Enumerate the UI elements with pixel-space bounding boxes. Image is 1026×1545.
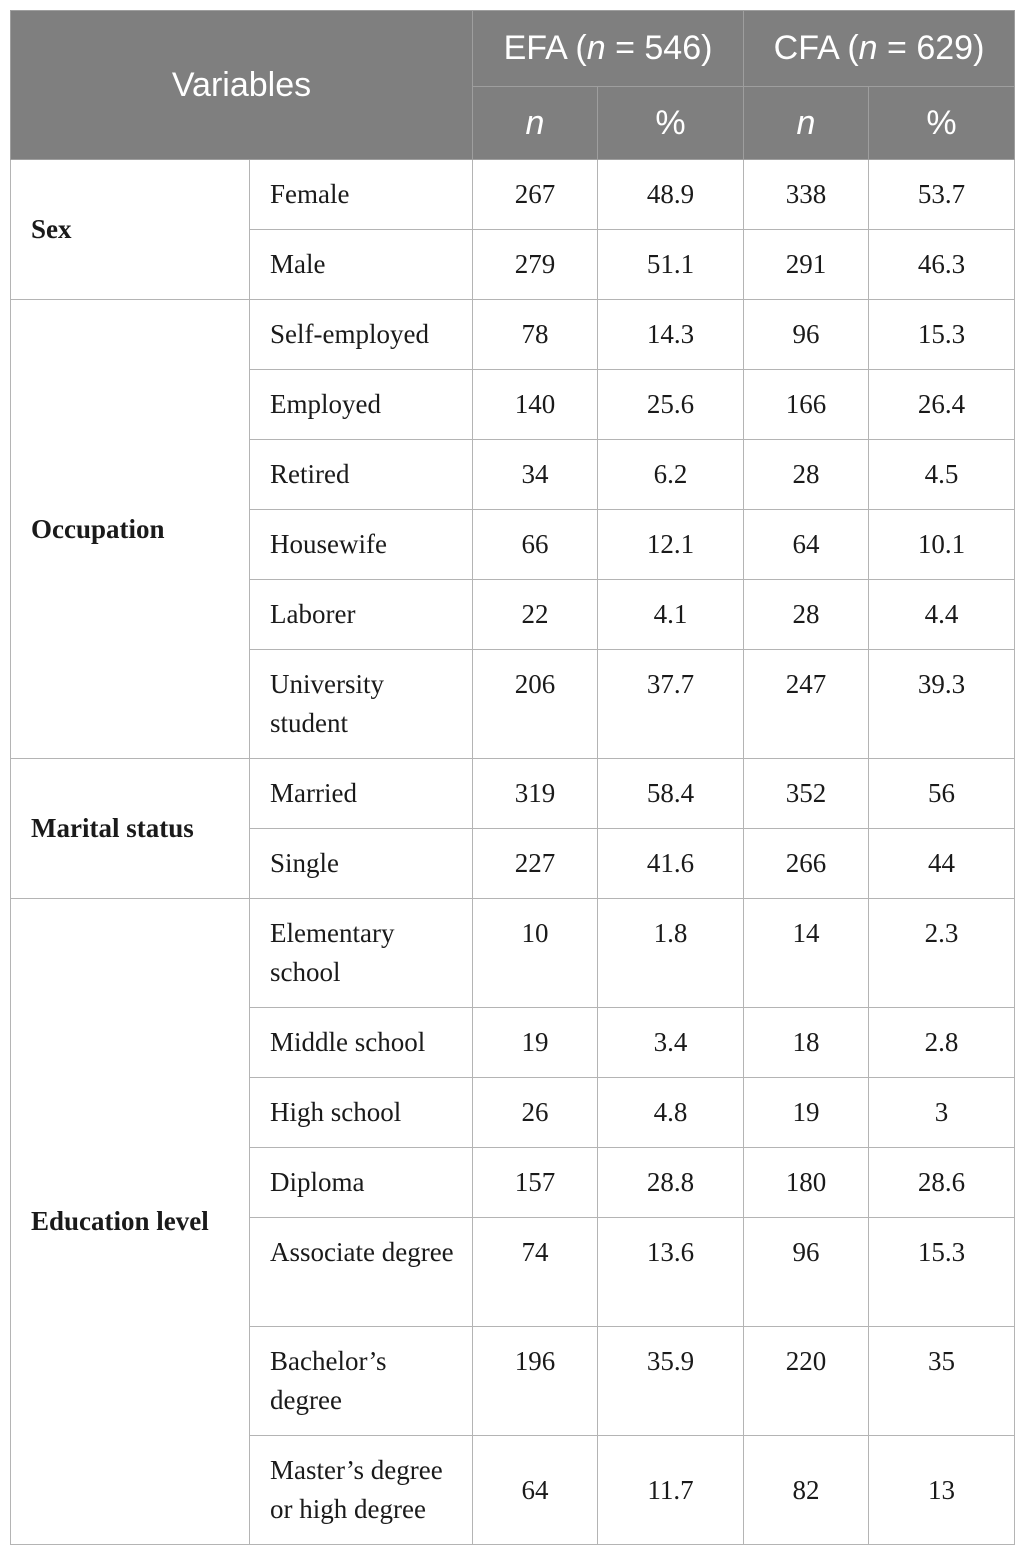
table-header (11, 11, 1015, 160)
efa-n-cell: 227 (473, 829, 598, 899)
cfa-n-cell: 352 (744, 759, 869, 829)
category-cell: University student (250, 650, 473, 759)
efa-pct-header: % (598, 87, 744, 160)
efa-pct-cell: 35.9 (598, 1327, 744, 1436)
efa-n-cell: 319 (473, 759, 598, 829)
category-cell: Self-employed (250, 300, 473, 370)
efa-pct-cell: 3.4 (598, 1008, 744, 1078)
efa-n-cell: 206 (473, 650, 598, 759)
efa-n-cell: 66 (473, 510, 598, 580)
cfa-pct-cell: 4.4 (869, 580, 1015, 650)
efa-pct-cell: 48.9 (598, 160, 744, 230)
cfa-pct-cell: 44 (869, 829, 1015, 899)
variables-header: Variables (11, 11, 473, 160)
efa-n-label: n (525, 103, 545, 142)
category-cell: Housewife (250, 510, 473, 580)
efa-n-cell: 78 (473, 300, 598, 370)
efa-pct-cell: 14.3 (598, 300, 744, 370)
cfa-pct-cell: 46.3 (869, 230, 1015, 300)
category-cell: Associate degree (250, 1218, 473, 1327)
category-cell: Male (250, 230, 473, 300)
efa-pct-cell: 13.6 (598, 1218, 744, 1327)
table-row (11, 160, 1015, 230)
category-cell: Middle school (250, 1008, 473, 1078)
efa-n-cell: 22 (473, 580, 598, 650)
efa-n-cell: 10 (473, 899, 598, 1008)
table-row (11, 899, 1015, 1008)
category-cell: Laborer (250, 580, 473, 650)
efa-pct-cell: 6.2 (598, 440, 744, 510)
table-row (11, 300, 1015, 370)
demographics-table (10, 10, 1015, 1545)
category-cell: High school (250, 1078, 473, 1148)
efa-n-cell: 34 (473, 440, 598, 510)
cfa-pct-cell: 28.6 (869, 1148, 1015, 1218)
efa-pct-cell: 41.6 (598, 829, 744, 899)
efa-pct-cell: 37.7 (598, 650, 744, 759)
cfa-header-prefix: CFA ( (773, 29, 859, 67)
category-cell: Retired (250, 440, 473, 510)
efa-n-cell: 74 (473, 1218, 598, 1327)
category-cell: Elementary school (250, 899, 473, 1008)
cfa-n-cell: 180 (744, 1148, 869, 1218)
efa-pct-cell: 1.8 (598, 899, 744, 1008)
cfa-n-cell: 14 (744, 899, 869, 1008)
efa-n-cell: 140 (473, 370, 598, 440)
cfa-n-cell: 64 (744, 510, 869, 580)
efa-pct-cell: 28.8 (598, 1148, 744, 1218)
category-cell: Single (250, 829, 473, 899)
category-cell: Employed (250, 370, 473, 440)
group-label: Marital status (11, 759, 250, 899)
cfa-n-cell: 291 (744, 230, 869, 300)
group-label: Sex (11, 160, 250, 300)
efa-n-cell: 279 (473, 230, 598, 300)
efa-n-cell: 64 (473, 1436, 598, 1545)
table-body (11, 160, 1015, 1545)
efa-pct-cell: 4.8 (598, 1078, 744, 1148)
cfa-pct-cell: 15.3 (869, 1218, 1015, 1327)
category-cell: Female (250, 160, 473, 230)
cfa-n-cell: 19 (744, 1078, 869, 1148)
efa-pct-cell: 25.6 (598, 370, 744, 440)
efa-n-cell: 267 (473, 160, 598, 230)
cfa-pct-cell: 4.5 (869, 440, 1015, 510)
cfa-header (744, 11, 1015, 87)
efa-header-prefix: EFA ( (503, 29, 587, 67)
group-label: Occupation (11, 300, 250, 759)
cfa-n-cell: 166 (744, 370, 869, 440)
efa-n-cell: 19 (473, 1008, 598, 1078)
cfa-n-cell: 28 (744, 580, 869, 650)
category-cell: Bachelor’s degree (250, 1327, 473, 1436)
efa-pct-cell: 12.1 (598, 510, 744, 580)
cfa-pct-cell: 35 (869, 1327, 1015, 1436)
efa-pct-cell: 51.1 (598, 230, 744, 300)
efa-n-header (473, 87, 598, 160)
cfa-n-header (744, 87, 869, 160)
cfa-pct-cell: 3 (869, 1078, 1015, 1148)
efa-pct-cell: 4.1 (598, 580, 744, 650)
cfa-n-cell: 82 (744, 1436, 869, 1545)
efa-pct-cell: 11.7 (598, 1436, 744, 1545)
cfa-n-cell: 18 (744, 1008, 869, 1078)
efa-header-n: n (586, 29, 606, 67)
category-cell: Married (250, 759, 473, 829)
cfa-pct-cell: 15.3 (869, 300, 1015, 370)
cfa-pct-cell: 26.4 (869, 370, 1015, 440)
cfa-n-cell: 28 (744, 440, 869, 510)
efa-n-cell: 157 (473, 1148, 598, 1218)
efa-pct-cell: 58.4 (598, 759, 744, 829)
cfa-n-label: n (796, 103, 816, 142)
group-label: Education level (11, 899, 250, 1545)
efa-n-cell: 26 (473, 1078, 598, 1148)
category-cell: Master’s degree or high degree (250, 1436, 473, 1545)
cfa-header-n: n (858, 29, 878, 67)
cfa-pct-cell: 56 (869, 759, 1015, 829)
cfa-n-cell: 266 (744, 829, 869, 899)
cfa-n-cell: 220 (744, 1327, 869, 1436)
cfa-n-cell: 96 (744, 1218, 869, 1327)
cfa-n-cell: 338 (744, 160, 869, 230)
table-row (11, 759, 1015, 829)
category-cell: Diploma (250, 1148, 473, 1218)
cfa-header-suffix: = 629) (877, 29, 985, 67)
cfa-pct-cell: 2.8 (869, 1008, 1015, 1078)
efa-header-suffix: = 546) (605, 29, 713, 67)
cfa-pct-cell: 53.7 (869, 160, 1015, 230)
cfa-pct-header: % (869, 87, 1015, 160)
cfa-pct-cell: 10.1 (869, 510, 1015, 580)
efa-header (473, 11, 744, 87)
cfa-pct-cell: 2.3 (869, 899, 1015, 1008)
cfa-n-cell: 96 (744, 300, 869, 370)
cfa-pct-cell: 39.3 (869, 650, 1015, 759)
efa-n-cell: 196 (473, 1327, 598, 1436)
cfa-n-cell: 247 (744, 650, 869, 759)
cfa-pct-cell: 13 (869, 1436, 1015, 1545)
